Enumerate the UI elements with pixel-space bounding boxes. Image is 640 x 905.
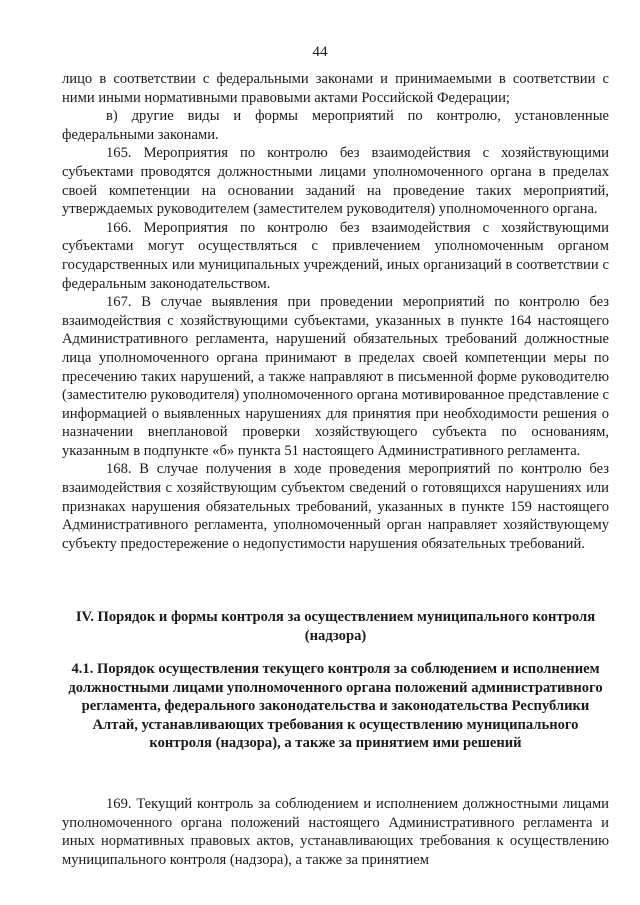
paragraph-item-v: в) другие виды и формы мероприятий по контролю, установленные федеральными законами. bbox=[62, 108, 609, 143]
document-body bbox=[62, 70, 609, 553]
page-number: 44 bbox=[312, 44, 328, 60]
paragraph-165: 165. Мероприятия по контролю без взаимодействия с хозяйствующими субъектами проводятся должностными лицами уполномоченного органа в пределах своей компетенции на основании заданий на проведение таких мероприятий, утверждаемых руководителем (заместителем руководителя) уполномоченного органа. bbox=[62, 145, 609, 218]
paragraph-166: 166. Мероприятия по контролю без взаимодействия с хозяйствующими субъектами могут осуществляться с привлечением уполномоченным органом государственных или муниципальных учреждений, иных организаций в соответствии с федеральным законодательством. bbox=[62, 219, 609, 292]
paragraph-169: 169. Текущий контроль за соблюдением и исполнением должностными лицами уполномоченного органа положений настоящего Административного регламента и иных нормативных правовых актов, устанавливающих требования к осуществлению муниципального контроля (надзора), а также за принятием bbox=[62, 796, 609, 868]
subsection-heading: 4.1. Порядок осуществления текущего контроля за соблюдением и исполнением должностными лицами уполномоченного органа положений административного регламента, федерального законодательства и законодательства Республики Алтай, устанавливающих требования к осуществлению муниципального контроля (надзора), а также за принятием ими решений bbox=[68, 661, 603, 752]
final-section bbox=[62, 795, 609, 869]
paragraph-167: 167. В случае выявления при проведении мероприятий по контролю без взаимодействия с хозяйствующими субъектами, указанных в пункте 164 настоящего Административного регламента, нарушений обязательных требований должностные лица уполномоченного органа принимают в пределах своей компетенции меры по пресечению таких нарушений, а также направляют в письменной форме руководителю (заместителю руководителя) уполномоченного органа мотивированное представление с информацией о выявленных нарушениях для принятия при необходимости решения о назначении внеплановой проверки хозяйствующего субъекта по основаниям, указанным в подпункте «б» пункта 51 настоящего Административного регламента. bbox=[62, 294, 609, 459]
paragraph-168: 168. В случае получения в ходе проведения мероприятий по контролю без взаимодействия с хозяйствующим субъектом сведений о готовящихся нарушениях или признаках нарушения обязательных требований, указанных в пункте 159 настоящего Административного регламента, уполномоченный орган направляет хозяйствующему субъекту предостережение о недопустимости нарушения обязательных требований. bbox=[62, 461, 609, 552]
paragraph-continuation: лицо в соответствии с федеральными законами и принимаемыми в соответствии с ними иными нормативными правовыми актами Российской Федерации; bbox=[62, 71, 609, 106]
section-heading: IV. Порядок и формы контроля за осуществлением муниципального контроля (надзора) bbox=[75, 609, 596, 644]
